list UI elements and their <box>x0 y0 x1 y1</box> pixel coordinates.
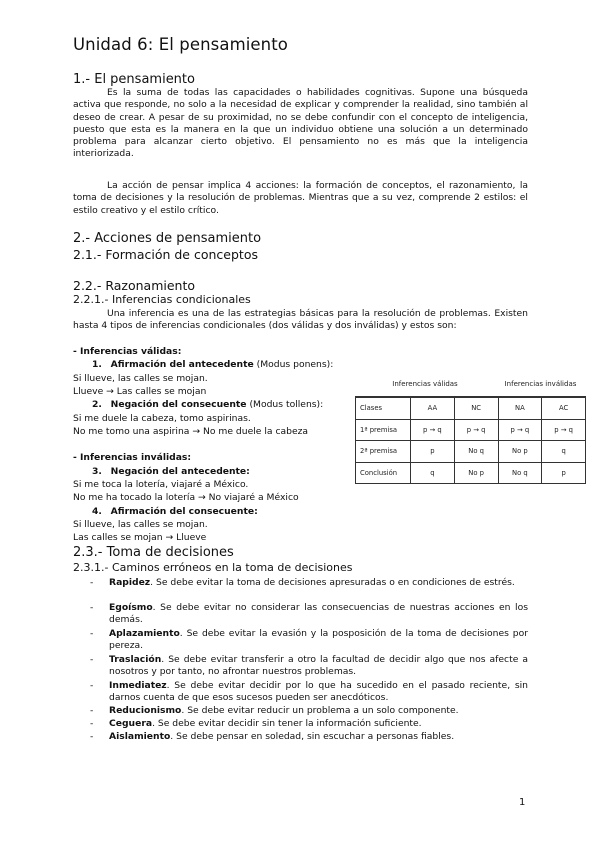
item-note: (Modus tollens): <box>246 399 324 410</box>
table-cell: q <box>411 462 455 484</box>
list-item-label: Reducionismo <box>109 705 182 716</box>
inference-table-grid <box>355 397 586 484</box>
table-row <box>356 398 586 420</box>
inference-2-example-2: No me tomo una aspirina → No me duele la cabeza <box>73 426 309 437</box>
list-item-text: . Se debe evitar la toma de decisiones apresuradas o en condiciones de estrés. <box>150 577 515 588</box>
inference-item-4 <box>92 506 258 517</box>
section-2-3-1-heading: 2.3.1.- Caminos erróneos en la toma de decisiones <box>73 561 353 574</box>
table-cell: p <box>411 441 455 463</box>
item-number: 4. <box>92 506 102 517</box>
section-1-heading: 1.- El pensamiento <box>73 72 195 87</box>
inference-1-example-1: Si llueve, las calles se mojan. <box>73 373 208 384</box>
table-cell: NC <box>454 398 498 420</box>
item-number: 1. <box>92 359 102 370</box>
table-cell: p → q <box>454 419 498 441</box>
list-item-label: Ceguera <box>109 718 153 729</box>
table-cell: No p <box>454 462 498 484</box>
table-group-invalid: Inferencias inválidas <box>504 380 577 388</box>
table-row <box>356 462 586 484</box>
list-item-text: . Se debe evitar la evasión y la posposición de la toma de decisiones por pereza. <box>109 628 528 652</box>
section-1-paragraph-2: La acción de pensar implica 4 acciones: la formación de conceptos, el razonamiento, la toma de decisiones y la resolución de problemas. Mientras que a su vez, comprende 2 estilos: el estilo creativo y el estilo crítico. <box>73 180 528 216</box>
section-2-2-1-heading: 2.2.1.- Inferencias condicionales <box>73 293 251 306</box>
table-cell: No p <box>498 441 542 463</box>
list-item-text: . Se debe evitar transferir a otro la facultad de decidir algo que nos afecte a nosotros y por tanto, no afrontar nuestros problemas. <box>109 654 528 678</box>
table-cell: p → q <box>542 419 586 441</box>
list-item-label: Rapidez <box>109 577 151 588</box>
table-cell: 1ª premisa <box>356 419 411 441</box>
list-item <box>109 705 528 717</box>
bullet-marker: - <box>90 577 94 588</box>
table-row <box>356 441 586 463</box>
list-item-label: Aislamiento <box>109 731 171 742</box>
list-item-label: Egoísmo <box>109 602 153 613</box>
table-cell: AC <box>542 398 586 420</box>
page-title: Unidad 6: El pensamiento <box>73 35 288 54</box>
inference-4-example-2: Las calles se mojan → Llueve <box>73 532 207 543</box>
table-cell: No q <box>454 441 498 463</box>
item-title: Afirmación del consecuente: <box>110 506 258 517</box>
bullet-marker: - <box>90 731 94 742</box>
valid-inferences-label: - Inferencias válidas: <box>73 346 182 357</box>
table-cell: p → q <box>498 419 542 441</box>
list-item <box>109 577 528 589</box>
inference-3-example-2: No me ha tocado la lotería → No viajaré a México <box>73 492 299 503</box>
item-number: 2. <box>92 399 102 410</box>
section-2-3-heading: 2.3.- Toma de decisiones <box>73 545 234 560</box>
list-item-text: . Se debe evitar no considerar las consecuencias de nuestras acciones en los demás. <box>109 602 528 626</box>
inference-item-3 <box>92 466 250 477</box>
table-cell: NA <box>498 398 542 420</box>
list-item <box>109 628 528 652</box>
table-cell: AA <box>411 398 455 420</box>
inference-4-example-1: Si llueve, las calles se mojan. <box>73 519 208 530</box>
list-item <box>109 654 528 678</box>
inference-2-example-1: Si me duele la cabeza, tomo aspirinas. <box>73 413 251 424</box>
section-2-2-1-paragraph: Una inferencia es una de las estrategias básicas para la resolución de problemas. Existen hasta 4 tipos de inferencias condicionales (dos válidas y dos inválidas) y estos son: <box>73 308 528 332</box>
item-note: (Modus ponens): <box>253 359 334 370</box>
section-2-heading: 2.- Acciones de pensamiento <box>73 231 262 246</box>
bullet-marker: - <box>90 654 94 665</box>
list-item-label: Inmediatez <box>109 680 167 691</box>
list-item <box>109 602 528 626</box>
item-title: Afirmación del antecedente <box>110 359 254 370</box>
list-item <box>109 718 528 730</box>
bullet-marker: - <box>90 628 94 639</box>
table-cell: Conclusión <box>356 462 411 484</box>
section-2-1-heading: 2.1.- Formación de conceptos <box>73 247 258 262</box>
bullet-marker: - <box>90 680 94 691</box>
list-item-text: . Se debe evitar reducir un problema a un solo componente. <box>181 705 459 716</box>
list-item <box>109 680 528 704</box>
table-cell: 2ª premisa <box>356 441 411 463</box>
list-item-label: Aplazamiento <box>109 628 180 639</box>
list-item <box>109 731 528 743</box>
inference-3-example-1: Si me toca la lotería, viajaré a México. <box>73 479 249 490</box>
list-item-text: . Se debe pensar en soledad, sin escuchar a personas fiables. <box>170 731 455 742</box>
table-group-valid: Inferencias válidas <box>392 380 458 388</box>
table-cell: q <box>542 441 586 463</box>
item-title: Negación del antecedente: <box>110 466 250 477</box>
inference-1-example-2: Llueve → Las calles se mojan <box>73 386 207 397</box>
list-item-label: Traslación <box>109 654 162 665</box>
table-row <box>356 419 586 441</box>
bullet-marker: - <box>90 602 94 613</box>
table-cell: No q <box>498 462 542 484</box>
list-item-text: . Se debe evitar decidir sin tener la información suficiente. <box>152 718 422 729</box>
list-item-text: . Se debe evitar decidir por lo que ha sucedido en el pasado reciente, sin darnos cuenta de que esos sucesos pueden ser anecdóticos. <box>109 680 528 704</box>
bullet-marker: - <box>90 705 94 716</box>
page-number: 1 <box>519 797 526 808</box>
bullet-marker: - <box>90 718 94 729</box>
section-2-2-heading: 2.2.- Razonamiento <box>73 278 196 293</box>
section-1-paragraph-1: Es la suma de todas las capacidades o habilidades cognitivas. Supone una búsqueda activa que responde, no solo a la necesidad de explicar y comprender la realidad, sino también al deseo de crear. A pesar de su proximidad, no se debe confundir con el concepto de inteligencia, puesto que esta es la manera en la que un individuo obtiene una solución a un determinado problema para alcanzar cierto objetivo. El pensamiento no es más que la inteligencia interiorizada. <box>73 87 528 160</box>
invalid-inferences-label: - Inferencias inválidas: <box>73 452 192 463</box>
table-cell: p <box>542 462 586 484</box>
table-cell: p → q <box>411 419 455 441</box>
item-number: 3. <box>92 466 102 477</box>
item-title: Negación del consecuente <box>110 399 247 410</box>
inference-item-2 <box>92 399 323 410</box>
inference-item-1 <box>92 359 333 370</box>
table-cell: Clases <box>356 398 411 420</box>
